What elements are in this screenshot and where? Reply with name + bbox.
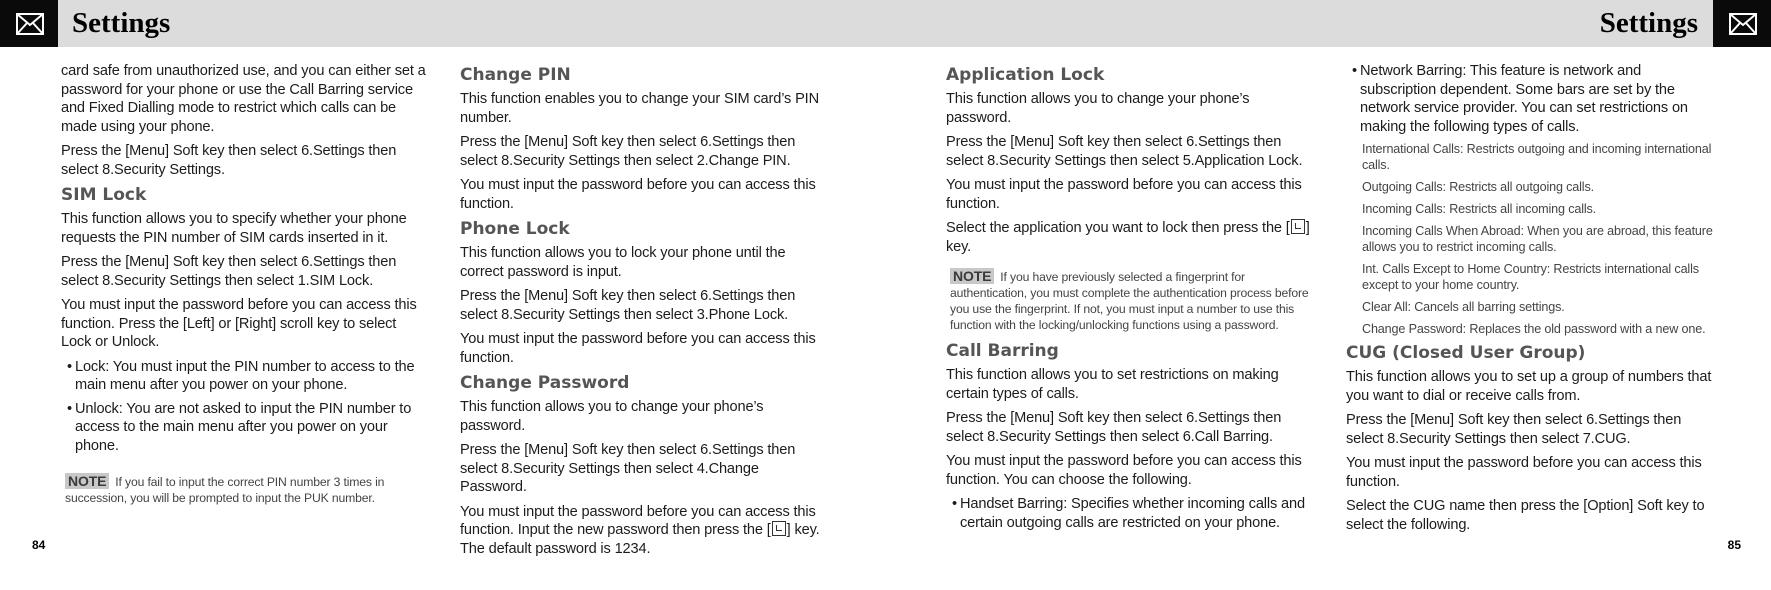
- change-password-desc: This function allows you to change your phone’s password.: [460, 399, 764, 434]
- barring-option: Incoming Calls When Abroad: When you are abroad, this feature allows you to restrict incoming calls.: [1362, 224, 1713, 254]
- page-header: [0, 0, 1771, 47]
- sim-lock-desc: This function allows you to specify whether your phone requests the PIN number of SIM cards inserted in it.: [61, 211, 407, 246]
- call-barring-heading: Call Barring: [946, 341, 1059, 361]
- change-pin-password: You must input the password before you can access this function.: [460, 177, 816, 212]
- column-3: [946, 62, 1312, 537]
- note-text: If you have previously selected a fingerprint for authentication, you must complete the authentication process before you use the fingerprint. If not, you must input a number to use this function with the locking/unlocking functions using a password.: [950, 270, 1309, 332]
- app-lock-path: Press the [Menu] Soft key then select 6.Settings then select 8.Security Settings then select 5.Application Lock.: [946, 134, 1303, 169]
- bullet-text: Lock: You must input the PIN number to access to the main menu after you power on your phone.: [75, 358, 415, 393]
- note-label: NOTE: [65, 473, 109, 489]
- bullet-icon: •: [1352, 63, 1357, 79]
- text-part: You must input the password before you can access this function. Input the new password then press the [: [460, 503, 816, 538]
- call-barring-password: You must input the password before you can access this function. You can choose the following.: [946, 453, 1302, 488]
- page-title-right: Settings: [1599, 7, 1698, 39]
- right-header-badge: [1713, 0, 1771, 47]
- phone-lock-heading: Phone Lock: [460, 219, 570, 239]
- envelope-icon: [16, 13, 44, 35]
- change-password-path: Press the [Menu] Soft key then select 6.Settings then select 8.Security Settings then select 4.Change Password.: [460, 442, 796, 495]
- bullet-text: Network Barring: This feature is network and subscription dependent. Some bars are set by the network service provider. You can set restrictions on making the following types of calls.: [1360, 63, 1688, 135]
- bullet-text: Handset Barring: Specifies whether incoming calls and certain outgoing calls are restricted on your phone.: [960, 496, 1305, 531]
- cug-password: You must input the password before you can access this function.: [1346, 455, 1702, 490]
- column-1: [61, 62, 429, 514]
- application-lock-heading: Application Lock: [946, 65, 1105, 85]
- list-item: [1346, 62, 1714, 136]
- page-title-left: Settings: [72, 7, 171, 39]
- sim-lock-path: Press the [Menu] Soft key then select 6.Settings then select 8.Security Settings then select 1.SIM Lock.: [61, 254, 397, 289]
- text-part: Select the application you want to lock then press the [: [946, 220, 1290, 236]
- cug-desc: This function allows you to set up a group of numbers that you want to dial or receive calls from.: [1346, 369, 1712, 404]
- bullet-icon: •: [952, 496, 957, 512]
- bullet-text: Unlock: You are not asked to input the PIN number to access to the main menu after you power on your phone.: [75, 400, 412, 454]
- app-lock-select: [946, 219, 1312, 256]
- barring-option: International Calls: Restricts outgoing and incoming international calls.: [1362, 142, 1712, 172]
- text-part: ] key. The default password is 1234.: [460, 522, 820, 557]
- sim-lock-password: You must input the password before you can access this function. Press the [Left] or [Right] scroll key to select Lock or Unlock.: [61, 297, 417, 350]
- intro-paragraph: card safe from unauthorized use, and you can either set a password for your phone or use the Call Barring service and Fixed Dialling mode to restrict which calls can be made using your phone.: [61, 63, 426, 135]
- page-number-right: 85: [1727, 538, 1741, 552]
- call-barring-desc: This function allows you to set restrictions on making certain types of calls.: [946, 367, 1279, 402]
- barring-option: Change Password: Replaces the old password with a new one.: [1362, 322, 1706, 336]
- ok-key-icon: [1291, 219, 1305, 234]
- list-item: [61, 400, 429, 456]
- bullet-icon: •: [67, 358, 72, 375]
- change-pin-heading: Change PIN: [460, 65, 571, 85]
- page-number-left: 84: [32, 538, 46, 552]
- column-4: [1346, 62, 1714, 540]
- cug-heading: CUG (Closed User Group): [1346, 343, 1586, 363]
- phone-lock-password: You must input the password before you can access this function.: [460, 331, 816, 366]
- change-password-input: [460, 503, 826, 559]
- column-2: [460, 62, 826, 564]
- note-box: [950, 268, 1312, 333]
- text-part: ] key.: [946, 220, 1310, 255]
- note-label: NOTE: [950, 268, 994, 284]
- phone-lock-desc: This function allows you to lock your phone until the correct password is input.: [460, 245, 786, 280]
- sim-lock-heading: SIM Lock: [61, 185, 147, 205]
- bullet-icon: •: [67, 400, 72, 417]
- list-item: [61, 358, 429, 395]
- app-lock-password: You must input the password before you can access this function.: [946, 177, 1302, 212]
- cug-select: Select the CUG name then press the [Option] Soft key to select the following.: [1346, 498, 1705, 533]
- list-item: [946, 495, 1312, 532]
- security-settings-path: Press the [Menu] Soft key then select 6.Settings then select 8.Security Settings.: [61, 143, 397, 178]
- ok-key-icon: [772, 521, 786, 536]
- change-pin-desc: This function enables you to change your SIM card’s PIN number.: [460, 91, 819, 126]
- barring-option: Clear All: Cancels all barring settings.: [1362, 300, 1565, 314]
- phone-lock-path: Press the [Menu] Soft key then select 6.Settings then select 8.Security Settings then select 3.Phone Lock.: [460, 288, 796, 323]
- barring-option: Incoming Calls: Restricts all incoming calls.: [1362, 202, 1597, 216]
- change-password-heading: Change Password: [460, 373, 630, 393]
- barring-option: Outgoing Calls: Restricts all outgoing calls.: [1362, 180, 1594, 194]
- envelope-icon: [1729, 13, 1757, 35]
- cug-path: Press the [Menu] Soft key then select 6.Settings then select 8.Security Settings then select 7.CUG.: [1346, 412, 1682, 447]
- left-header-badge: [0, 0, 58, 47]
- note-text: If you fail to input the correct PIN number 3 times in succession, you will be prompted to input the PUK number.: [65, 475, 385, 505]
- call-barring-path: Press the [Menu] Soft key then select 6.Settings then select 8.Security Settings then select 6.Call Barring.: [946, 410, 1282, 445]
- app-lock-desc: This function allows you to change your phone’s password.: [946, 91, 1250, 126]
- change-pin-path: Press the [Menu] Soft key then select 6.Settings then select 8.Security Settings then select 2.Change PIN.: [460, 134, 796, 169]
- barring-option: Int. Calls Except to Home Country: Restricts international calls except to your home country.: [1362, 262, 1699, 292]
- note-box: [65, 473, 429, 506]
